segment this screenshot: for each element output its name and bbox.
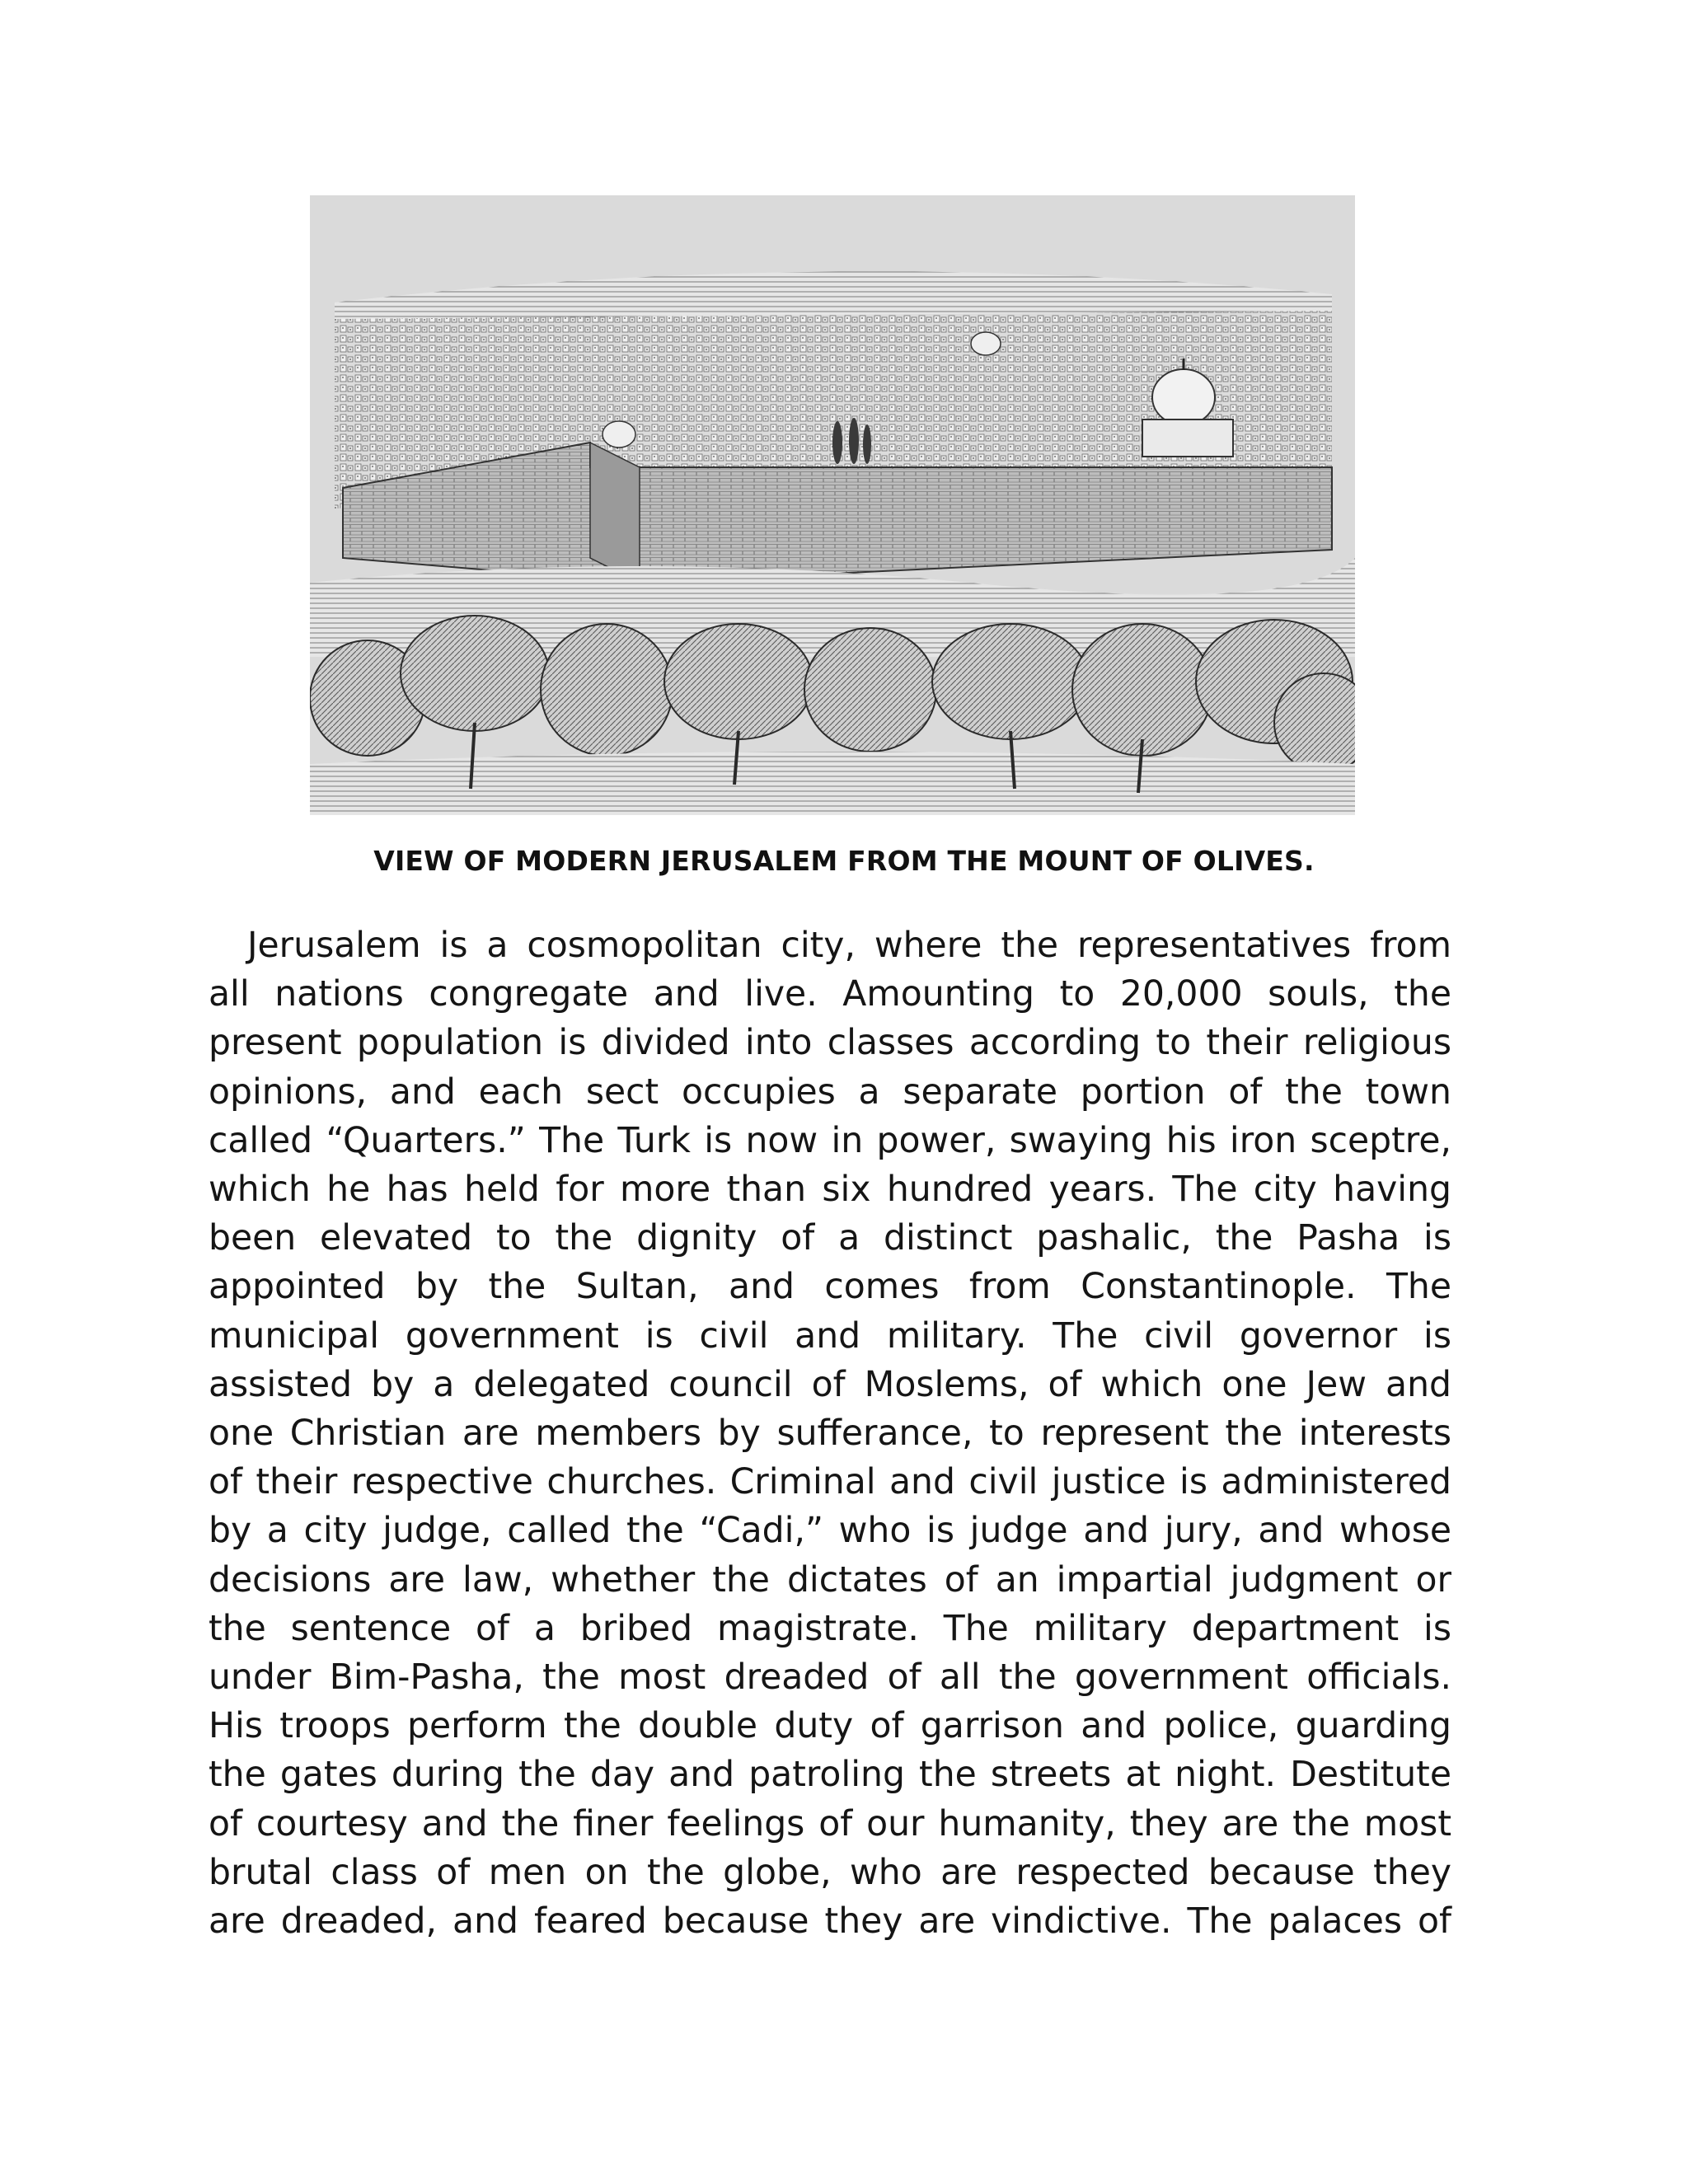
text-line: Jerusalem is a cosmopolitan city, where the representatives from	[247, 926, 1451, 966]
text-line: one Christian are members by sufferance, to represent the interests	[209, 1413, 1451, 1455]
text-line: municipal government is civil and military. The civil governor is	[209, 1315, 1451, 1357]
text-line: brutal class of men on the globe, who are respected because they	[209, 1852, 1451, 1893]
text-line: which he has held for more than six hundred years. The city having	[209, 1169, 1451, 1211]
text-line: of their respective churches. Criminal and civil justice is administered	[209, 1462, 1451, 1503]
text-line: decisions are law, whether the dictates of an impartial judgment or	[209, 1559, 1451, 1601]
text-line: His troops perform the double duty of garrison and police, guarding	[209, 1706, 1451, 1747]
text-line: been elevated to the dignity of a distinct pashalic, the Pasha is	[209, 1218, 1451, 1259]
text-line: the sentence of a bribed magistrate. The military department is	[209, 1608, 1451, 1649]
text-line: called “Quarters.” The Turk is now in power, swaying his iron sceptre,	[209, 1120, 1451, 1161]
body-paragraph	[209, 921, 1451, 1946]
text-line: assisted by a delegated council of Moslems, of which one Jew and	[209, 1364, 1451, 1405]
text-line: by a city judge, called the “Cadi,” who is judge and jury, and whose	[209, 1511, 1451, 1552]
text-line: present population is divided into classes according to their religious	[209, 1023, 1451, 1064]
text-line: the gates during the day and patroling the streets at night. Destitute	[209, 1755, 1451, 1796]
text-line: under Bim-Pasha, the most dreaded of all the government officials.	[209, 1657, 1451, 1699]
text-line: of courtesy and the finer feelings of our humanity, they are the most	[209, 1803, 1451, 1844]
jerusalem-illustration	[310, 195, 1355, 815]
illustration-caption: VIEW OF MODERN JERUSALEM FROM THE MOUNT OF OLIVES.	[373, 845, 1315, 877]
engraving-jerusalem-view-icon	[310, 195, 1355, 815]
text-line: appointed by the Sultan, and comes from Constantinople. The	[209, 1267, 1451, 1308]
text-line: are dreaded, and feared because they are vindictive. The palaces of	[209, 1901, 1451, 1943]
text-line: all nations congregate and live. Amounting to 20,000 souls, the	[209, 974, 1451, 1015]
text-line: opinions, and each sect occupies a separate portion of the town	[209, 1071, 1451, 1113]
